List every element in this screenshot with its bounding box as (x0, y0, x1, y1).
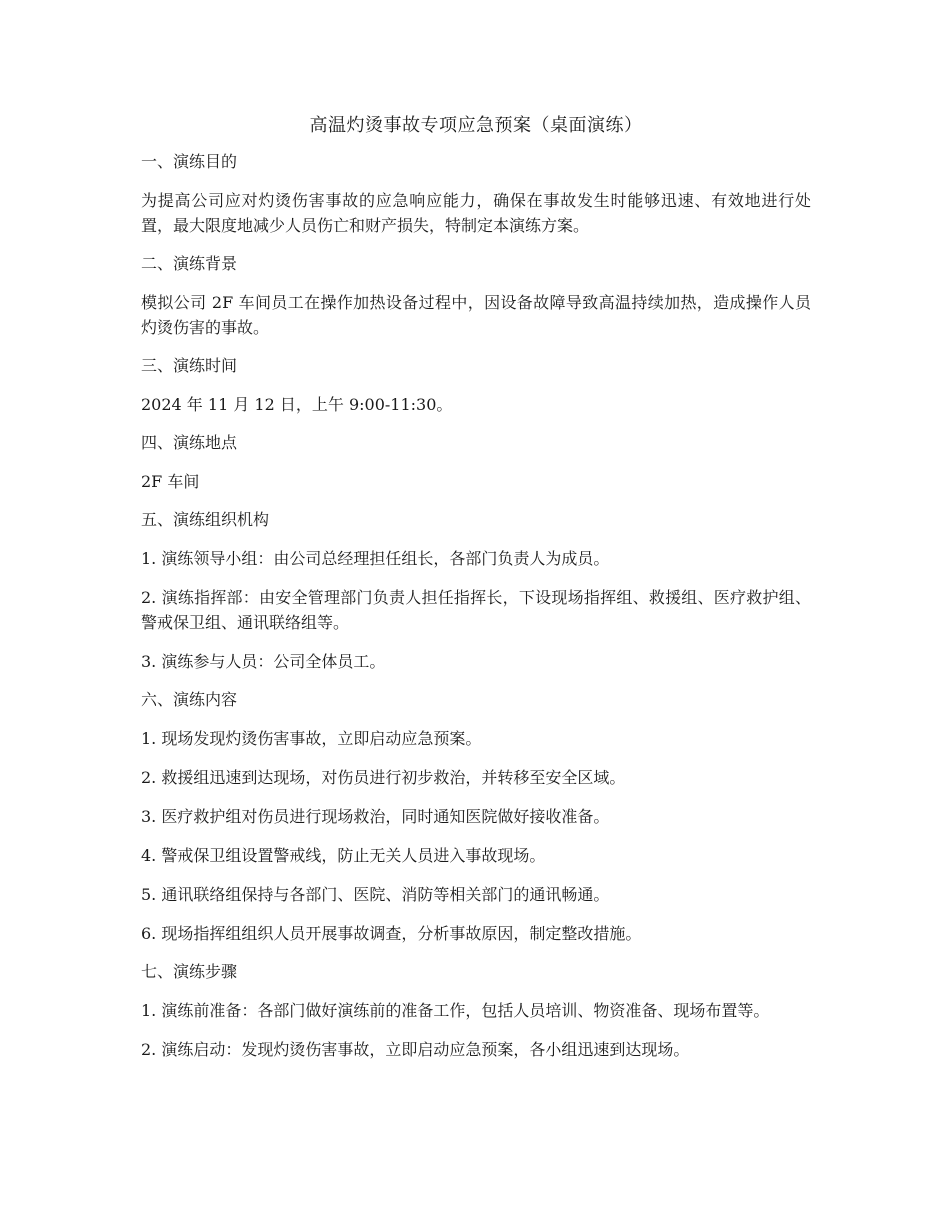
section-heading: 三、演练时间 (141, 356, 238, 375)
list-item: 2. 救援组迅速到达现场，对伤员进行初步救治，并转移至安全区域。 (141, 768, 626, 787)
steps-list (141, 998, 811, 1062)
list-item: 2. 演练启动：发现灼烫伤害事故，立即启动应急预案，各小组迅速到达现场。 (141, 1040, 690, 1059)
section-location (141, 431, 811, 494)
document-title: 高温灼烫事故专项应急预案（桌面演练） (309, 115, 643, 136)
list-item: 2. 演练指挥部：由安全管理部门负责人担任指挥长，下设现场指挥组、救援组、医疗救护组、警戒保卫组、通讯联络组等。 (141, 588, 811, 632)
section-purpose (141, 150, 811, 238)
list-item: 4. 警戒保卫组设置警戒线，防止无关人员进入事故现场。 (141, 846, 546, 865)
section-body: 模拟公司 2F 车间员工在操作加热设备过程中，因设备故障导致高温持续加热，造成操作人员灼烫伤害的事故。 (141, 293, 811, 337)
section-steps (141, 960, 811, 1062)
section-time (141, 354, 811, 417)
list-item: 1. 演练前准备：各部门做好演练前的准备工作，包括人员培训、物资准备、现场布置等。 (141, 1001, 770, 1020)
section-heading: 二、演练背景 (141, 254, 238, 273)
section-heading: 五、演练组织机构 (141, 510, 270, 529)
section-heading: 七、演练步骤 (141, 962, 238, 981)
section-heading: 一、演练目的 (141, 152, 238, 171)
list-item: 6. 现场指挥组组织人员开展事故调查，分析事故原因，制定整改措施。 (141, 924, 642, 943)
list-item: 5. 通讯联络组保持与各部门、医院、消防等相关部门的通讯畅通。 (141, 885, 610, 904)
list-item: 1. 演练领导小组：由公司总经理担任组长，各部门负责人为成员。 (141, 549, 610, 568)
section-body: 为提高公司应对灼烫伤害事故的应急响应能力，确保在事故发生时能够迅速、有效地进行处置，最大限度地减少人员伤亡和财产损失，特制定本演练方案。 (141, 191, 811, 235)
list-item: 3. 医疗救护组对伤员进行现场救治，同时通知医院做好接收准备。 (141, 807, 610, 826)
content-list (141, 726, 811, 946)
section-body: 2024 年 11 月 12 日，上午 9:00-11:30。 (141, 395, 453, 414)
document-page (141, 112, 811, 1076)
section-background (141, 252, 811, 340)
section-content (141, 688, 811, 946)
section-heading: 四、演练地点 (141, 433, 238, 452)
section-heading: 六、演练内容 (141, 690, 238, 709)
list-item: 1. 现场发现灼烫伤害事故，立即启动应急预案。 (141, 729, 482, 748)
section-organization (141, 508, 811, 674)
list-item: 3. 演练参与人员：公司全体员工。 (141, 652, 386, 671)
section-body: 2F 车间 (141, 472, 200, 491)
organization-list (141, 546, 811, 674)
